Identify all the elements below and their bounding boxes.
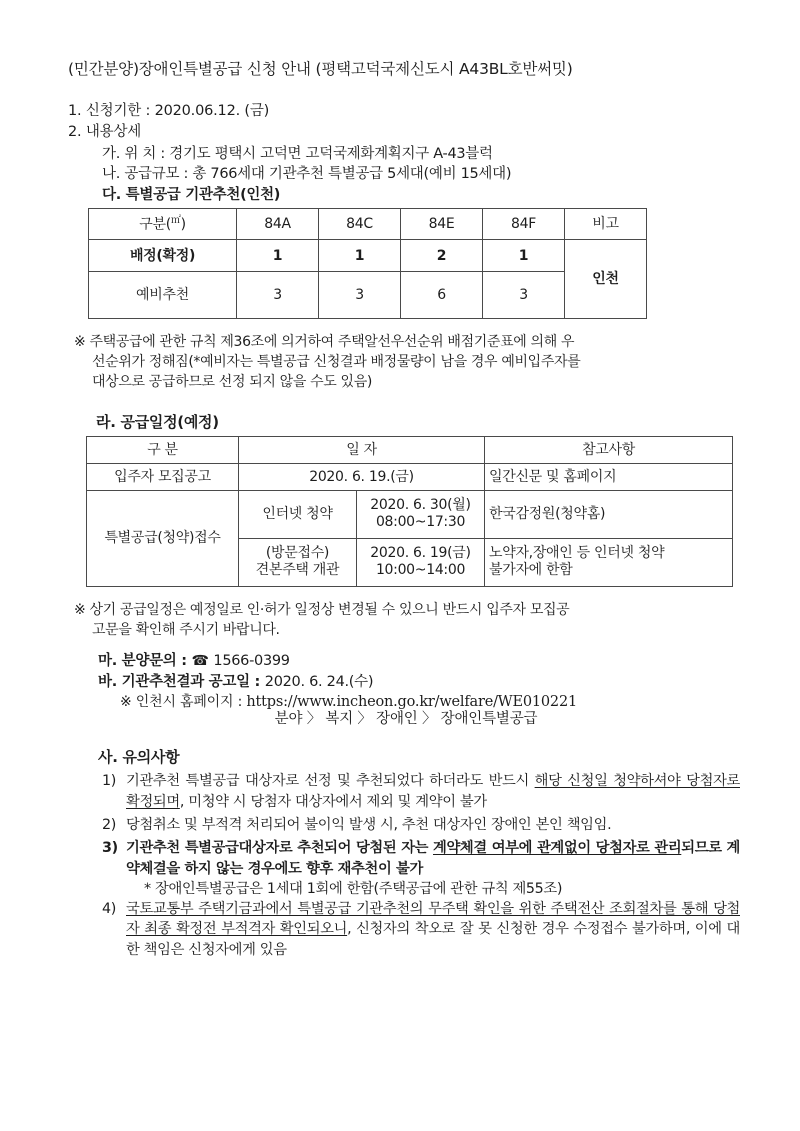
- result-announcement-row: [98, 675, 740, 690]
- allocation-table-wrap: [68, 208, 740, 319]
- detail-supply-scale-value: 총 766세대 기관추천 특별공급 5세대(예비 15세대): [192, 166, 512, 182]
- schedule-remark-2-line2: 불가자에 한함: [489, 562, 573, 579]
- schedule-date-2-date: 2020. 6. 19(금): [370, 544, 471, 561]
- allocation-cell-0-1: 1: [319, 240, 401, 272]
- telephone-icon: ☎: [191, 653, 209, 670]
- table-row-header: [87, 436, 733, 463]
- sales-inquiry-label: 마. 분양문의 :: [98, 653, 187, 670]
- notice-body-3: 기관추천 특별공급대상자로 추천되어 당첨된 자는 계약체결 여부에 관계없이 당첨자로 관리되므로 계약체결을 하지 않는 경우에도 향후 재추천이 불가: [126, 840, 741, 877]
- priority-note-line-1: ※ 주택공급에 관한 규칙 제36조에 의거하여 주택알선우선순위 배점기준표에 의해 우: [74, 334, 575, 350]
- allocation-cell-1-0: 3: [237, 272, 319, 319]
- allocation-cell-0-0: 1: [237, 240, 319, 272]
- list-item: [102, 815, 740, 835]
- schedule-heading: 라. 공급일정(예정): [96, 412, 219, 431]
- list-item: [102, 771, 740, 812]
- detail-location-label: 가. 위 치 :: [102, 145, 165, 162]
- notice-body-4: 국토교통부 주택기금과에서 특별공급 기관추천의 무주택 확인을 위한 주택전산 조회절차를 통해 당첨자 최종 확정전 부적격자 확인되오니, 신청자의 착오로 잘 못 신청한 경우 수정접수 불가하며, 이에 대한 책임은 신청자에게 있음: [126, 901, 740, 958]
- allocation-header-5: 비고: [565, 209, 647, 240]
- notice-body-2: 당첨취소 및 부적격 처리되어 불이익 발생 시, 추천 대상자인 장애인 본인 책임임.: [126, 816, 612, 833]
- list-item: [102, 899, 740, 960]
- allocation-cell-0-3: 1: [483, 240, 565, 272]
- schedule-date-2-time: 10:00~14:00: [375, 562, 466, 579]
- allocation-table: [88, 208, 647, 319]
- priority-note-line-3: 대상으로 공급하므로 선정 되지 않을 수도 있음): [92, 373, 373, 390]
- schedule-header-2: 참고사항: [485, 436, 733, 463]
- detail-special-supply-row: [68, 188, 740, 203]
- notice-marker-3: 3): [102, 840, 118, 857]
- notices-list: [68, 771, 740, 960]
- notice-underline-1: 해당 신청일 청약하셔야 당첨자로 확정되며: [126, 773, 740, 810]
- schedule-category-1: 특별공급(청약)접수: [87, 490, 239, 586]
- homepage-row: [98, 695, 740, 710]
- allocation-remark-cell: 인천: [565, 240, 647, 319]
- schedule-note-line-2: 고문을 확인해 주시기 바랍니다.: [92, 621, 280, 638]
- table-row-header: [89, 209, 647, 240]
- detail-location-row: [68, 147, 740, 162]
- allocation-row-label-0: 배정(확정): [89, 240, 237, 272]
- page-title: (민간분양)장애인특별공급 신청 안내 (평택고덕국제신도시 A43BL호반써밋): [68, 60, 573, 78]
- notice-star-note: * 장애인특별공급은 1세대 1회에 한함(주택공급에 관한 규칙 제55조): [144, 880, 563, 897]
- sales-inquiry-row: [98, 654, 740, 669]
- schedule-date-0: 2020. 6. 19.(금): [239, 463, 485, 490]
- note-mark: ※: [74, 334, 86, 350]
- schedule-method-2-line1: (방문접수): [265, 544, 330, 561]
- details-heading: 2. 내용상세: [68, 124, 142, 140]
- schedule-category-0: 입주자 모집공고: [87, 463, 239, 490]
- priority-note-line-2: 선순위가 정해짐(*예비자는 특별공급 신청결과 배정물량이 남을 경우 예비입주자를: [92, 353, 581, 370]
- schedule-date-1-date: 2020. 6. 30(월): [370, 496, 471, 513]
- allocation-cell-1-2: 6: [401, 272, 483, 319]
- application-deadline-line: 1. 신청기한 : 2020.06.12. (금): [68, 102, 270, 119]
- allocation-row-label-1: 예비추천: [89, 272, 237, 319]
- table-row: [87, 463, 733, 490]
- notice-marker-1: 1): [102, 773, 116, 790]
- allocation-cell-1-1: 3: [319, 272, 401, 319]
- allocation-header-3: 84E: [401, 209, 483, 240]
- priority-note: [68, 333, 740, 393]
- contact-block: [68, 654, 740, 726]
- schedule-header-1: 일 자: [239, 436, 485, 463]
- result-announcement-date: 2020. 6. 24.(수): [264, 673, 374, 690]
- schedule-date-2: [357, 538, 485, 586]
- allocation-header-0: 구분(㎡): [89, 209, 237, 240]
- schedule-note: [68, 601, 740, 641]
- schedule-table-wrap: [68, 436, 740, 587]
- detail-supply-scale-label: 나. 공급규모 :: [102, 166, 189, 182]
- homepage-label: 인천시 홈페이지 :: [135, 694, 243, 711]
- notice-marker-4: 4): [102, 901, 116, 918]
- allocation-cell-0-2: 2: [401, 240, 483, 272]
- notice-marker-2: 2): [102, 816, 116, 833]
- notice-body-1: 기관추천 특별공급 대상자로 선정 및 추천되었다 하더라도 반드시 해당 신청일 청약하셔야 당첨자로 확정되며, 미청약 시 당첨자 대상자에서 제외 및 계약이 불가: [126, 773, 740, 810]
- result-announcement-label: 바. 기관추천결과 공고일 :: [98, 673, 261, 690]
- notice-underline-3: 계약체결 여부에 관계없이 당첨자로 관리: [433, 840, 682, 857]
- notice-underline-4: 국토교통부 주택기금과에서 특별공급 기관추천의 무주택 확인을 위한 주택전산 조회절차를 통해 당첨자 최종 확정전 부적격자 확인되오니: [126, 901, 740, 938]
- schedule-remark-2: [485, 538, 733, 586]
- detail-special-supply-text: 다. 특별공급 기관추천(인천): [102, 186, 281, 203]
- allocation-header-1: 84A: [237, 209, 319, 240]
- homepage-mark: ※: [120, 694, 132, 711]
- area-unit: ㎡: [170, 215, 181, 227]
- schedule-remark-0: 일간신문 및 홈페이지: [485, 463, 733, 490]
- breadcrumb: 분야 〉 복지 〉 장애인 〉 장애인특별공급: [274, 710, 538, 727]
- schedule-method-2: [239, 538, 357, 586]
- allocation-header-4: 84F: [483, 209, 565, 240]
- schedule-remark-2-line1: 노약자,장애인 등 인터넷 청약: [489, 544, 665, 561]
- sales-inquiry-phone: 1566-0399: [213, 653, 290, 670]
- allocation-cell-1-3: 3: [483, 272, 565, 319]
- detail-location-value: 경기도 평택시 고덕면 고덕국제화계획지구 A-43블럭: [169, 145, 493, 162]
- schedule-table: [86, 436, 733, 587]
- table-row: [87, 490, 733, 538]
- schedule-header-0: 구 분: [87, 436, 239, 463]
- table-row: [89, 272, 647, 319]
- homepage-url-link[interactable]: https://www.incheon.go.kr/welfare/WE010221: [246, 694, 577, 711]
- schedule-method-2-line2: 견본주택 개관: [255, 562, 340, 579]
- schedule-date-1-time: 08:00~17:30: [375, 514, 466, 531]
- notices-heading: 사. 유의사항: [98, 748, 180, 767]
- note-mark: ※: [74, 601, 86, 618]
- detail-supply-scale-row: [68, 167, 740, 182]
- table-row: [89, 240, 647, 272]
- schedule-remark-1: 한국감정원(청약홈): [485, 490, 733, 538]
- allocation-header-2: 84C: [319, 209, 401, 240]
- schedule-note-line-1: ※ 상기 공급일정은 예정일로 인·허가 일정상 변경될 수 있으니 반드시 입주자 모집공: [74, 601, 570, 618]
- schedule-date-1: [357, 490, 485, 538]
- schedule-method-1: 인터넷 청약: [239, 490, 357, 538]
- list-item: [102, 838, 740, 879]
